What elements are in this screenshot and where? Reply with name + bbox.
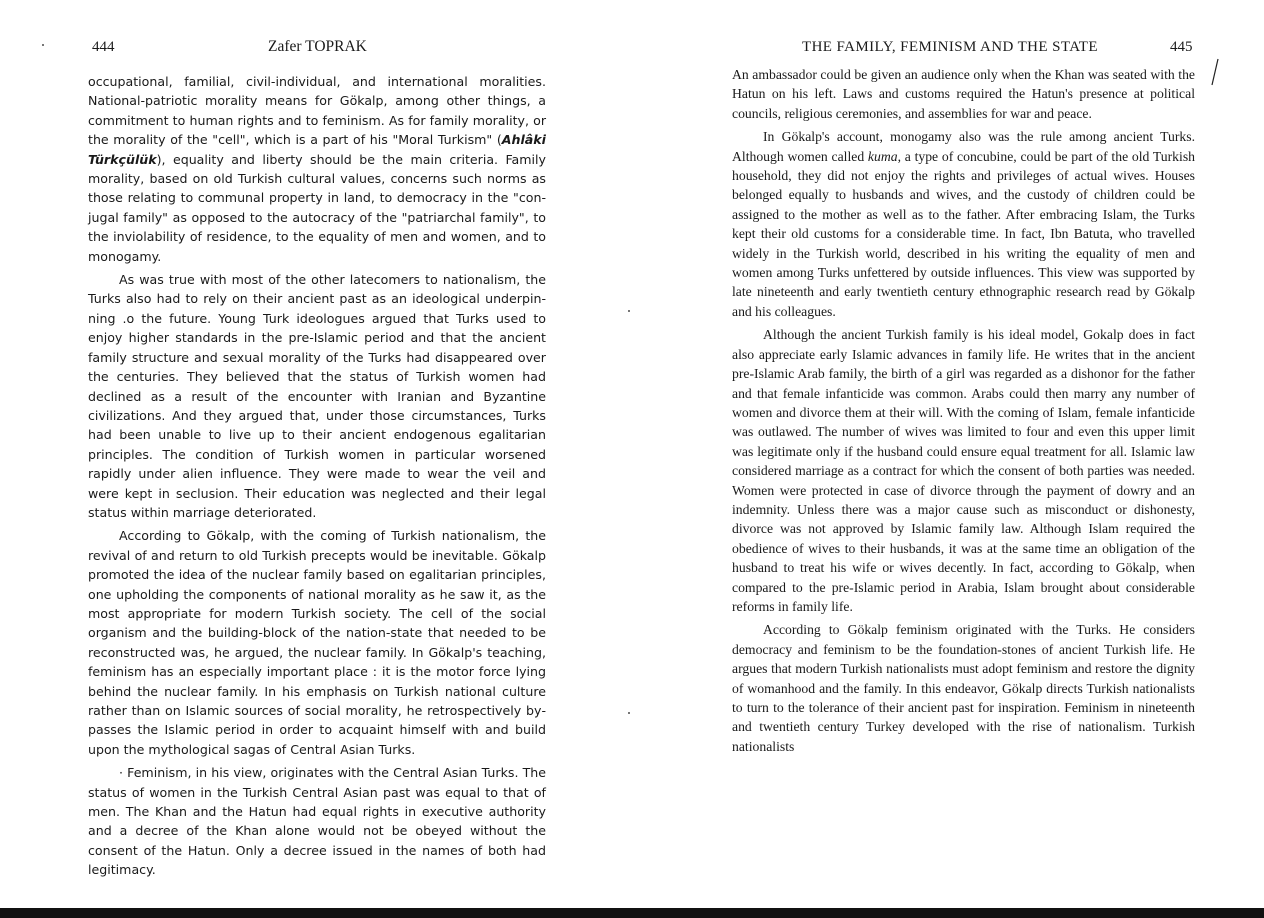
right-paragraph-4: According to Gökalp feminism originated with the Turks. He considers democracy and feminism to be the foundation-stones of ancient Turkish life. He argues that modern Turkish nationalists must adopt feminism and restore the dignity of womanhood and the family. In this endeavor, Gökalp directs Turkish nationalists to turn to the tolerance of their ancient past for inspiration. Feminism in nineteenth and twentieth century Turkey developed with the rise of nationalism. Turkish nationalists (732, 622, 1195, 754)
right-paragraph-1: An ambassador could be given an audience only when the Khan was seated with the Hatun on his left. Laws and customs required the Hatun's presence at political councils, religious ceremonies, and assemblies for war and peace. (732, 67, 1195, 121)
right-paragraph-2 (732, 127, 1195, 321)
right-paragraph-2-emphasis: kuma (867, 148, 898, 164)
left-paragraph-1-emphasis: Ahlâki Türkçülük (88, 132, 546, 167)
gutter-speck-top (628, 310, 630, 312)
left-page-number: 444 (92, 39, 115, 55)
right-paragraph-2-part-a: In Gökalp's account, monogamy also was the rule among ancient Turks. Although women called (732, 129, 1195, 164)
margin-pencil-mark (1210, 58, 1220, 86)
right-page (632, 0, 1264, 905)
right-running-head-title: THE FAMILY, FEMINISM AND THE STATE (802, 39, 1098, 55)
left-body-text (88, 72, 546, 884)
scan-bottom-edge (0, 908, 1264, 918)
left-paragraph-3: According to Gökalp, with the coming of Turkish nationalism, the revival of and return to old Turkish precepts would be inevitable. Gökalp promoted the idea of the nuclear family based on egalitarian principles, one upholding the components of national morality as he saw it, as the most appropriate for modern Turkish society. The cell of the social organism and the building-block of the nation-state that needed to be reconstructed was, he argued, the nuclear family. In Gökalp's teaching, feminism has an especially important place : it is the motor force lying behind the nuclear family. In his emphasis on Turkish national culture rather than on Islamic sources of social morality, he retrospectively bypasses the Islamic period in order to acquaint himself with and build upon the mythological sagas of Central Asian Turks. (88, 528, 546, 757)
left-paragraph-2: As was true with most of the other latecomers to nationalism, the Turks also had to rely on their ancient past as an ideological underpinning .o the future. Young Turk ideologues argued that Turks used to enjoy higher standards in the pre-Islamic period and that the ancient family structure and sexual morality of the Turks had disappeared over the centuries. They believed that the status of Turkish women had declined as a result of the encounter with Iranian and Byzantine civilizations. And they argued that, under those circumstances, Turks had been unable to live up to their ancient endogenous egalitarian principles. The condition of Turkish women in particular worsened rapidly under alien influence. They were made to wear the veil and were kept in seclusion. Their education was neglected and their legal status within marriage deteriorated. (88, 272, 546, 520)
right-body-text (732, 65, 1195, 760)
right-paragraph-2-part-b: , a type of concubine, could be part of the old Turkish household, they did not enjoy the rights and privileges of actual wives. Houses belonged equally to husbands and wives, and the custody of children could be assigned to the mother as well as to the father. After embracing Islam, the Turks kept their old customs for a considerable time. In fact, Ibn Batuta, who travelled widely in the Turkish world, described in his writing the equality of men and women among Turks unfettered by outside influences. This view was supported by late nineteenth and early twentieth century ethnographic research read by Gökalp and his colleagues. (732, 148, 1195, 319)
left-page (0, 0, 632, 905)
left-paragraph-1 (88, 72, 546, 266)
left-paragraph-1-part-a: occupational, familial, civil-individual, and international moralities. National-patriotic morality means for Gökalp, among other things, a commitment to human rights and to feminism. As for family morality, or the morality of the "cell", which is a part of his "Moral Turkism" ( (88, 74, 546, 148)
left-running-head-author: Zafer TOPRAK (268, 38, 367, 55)
left-margin-speck (42, 44, 44, 46)
left-paragraph-1-part-b: ), equality and liberty should be the main criteria. Family morality, based on old Turkish cultural values, concerns such norms as those relating to communal property in land, to democracy in the "conjugal family" as opposed to the autocracy of the "patriarchal family", to the inviolability of residence, to the equality of men and women, and to monogamy. (88, 151, 546, 264)
right-paragraph-3: Although the ancient Turkish family is his ideal model, Gokalp does in fact also appreciate early Islamic advances in family life. He writes that in the ancient pre-Islamic Arab family, the birth of a girl was regarded as a dishonor for the father and that female infanticide was common. Arabs could then marry any number of women and divorce them at their will. With the coming of Islam, female infanticide was outlawed. The number of wives was limited to four and even this upper limit was legitimate only if the husband could ensure equal treatment for all. Islamic law considered marriage as a contract for which the consent of both parties was needed. Women were protected in case of divorce through the payment of dowry and an indemnity. Unless there was a major cause such as misconduct or dishonesty, divorce was not approved by Islamic family law. Although Islam required the obedience of wives to their husbands, it was at the same time an obligation of the husband to treat his wife or wives decently. In fact, according to Gökalp, when compared to the pre-Islamic period in Arabia, Islam brought about considerable reforms in family life. (732, 327, 1195, 614)
gutter-speck-bottom (628, 712, 630, 714)
right-page-number: 445 (1170, 39, 1193, 55)
left-paragraph-4: · Feminism, in his view, originates with the Central Asian Turks. The status of women in the Turkish Central Asian past was equal to that of men. The Khan and the Hatun had equal rights in executive authority and a decree of the Khan alone would not be obeyed without the consent of the Hatun. Only a decree issued in the names of both had legitimacy. (88, 765, 546, 878)
